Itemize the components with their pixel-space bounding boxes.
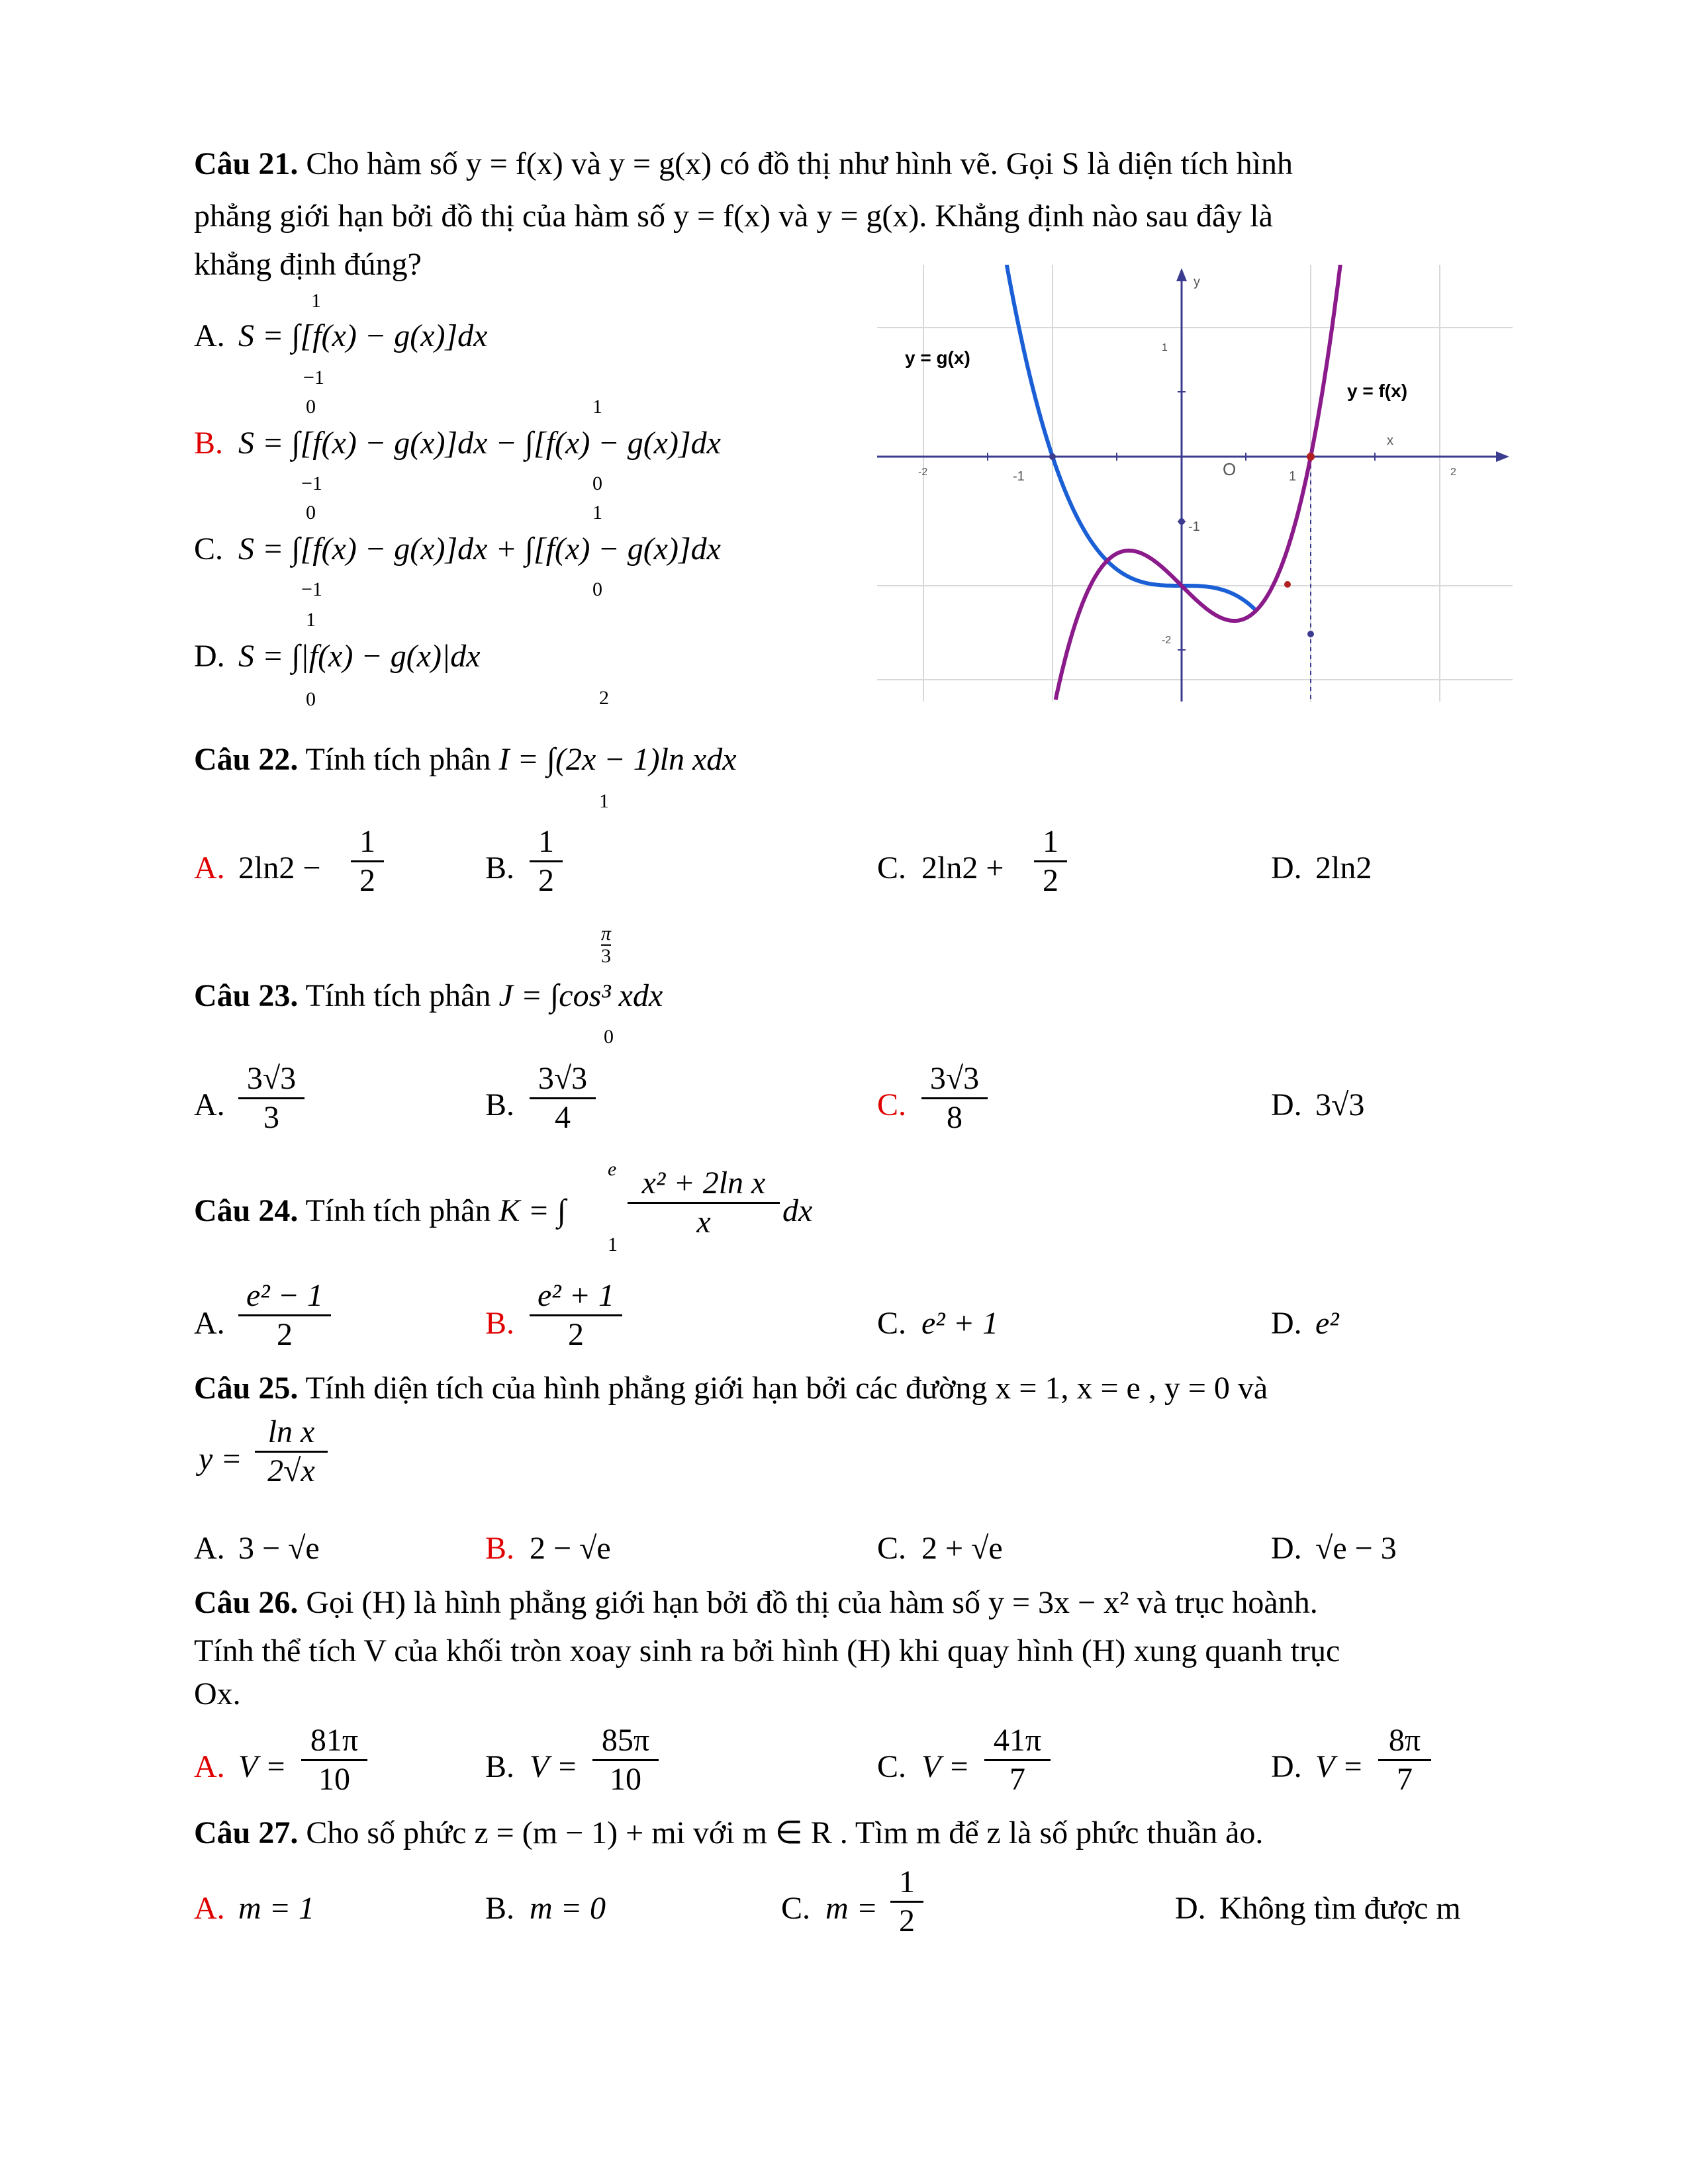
- q26-b-letter: B.: [485, 1749, 515, 1784]
- label-g: y = g(x): [905, 347, 970, 368]
- q22-c-fraction: [1034, 825, 1067, 898]
- q23-stem: [194, 976, 663, 1016]
- q21-a-expr: S = ∫[f(x) − g(x)]dx: [238, 318, 488, 353]
- q22-stem: [194, 740, 737, 780]
- q27-b-letter: B.: [485, 1891, 515, 1926]
- q23-d-letter: D.: [1271, 1087, 1302, 1122]
- q26-d-fraction: [1378, 1723, 1431, 1797]
- q22-stem-text: Tính tích phân: [305, 742, 491, 777]
- q21-b-expr: S = ∫[f(x) − g(x)]dx − ∫[f(x) − g(x)]dx: [238, 426, 721, 461]
- tick-label-y-neg2: -2: [1162, 635, 1172, 646]
- q24-b-letter: B.: [485, 1306, 515, 1341]
- tick-label-x-neg2: -2: [918, 467, 928, 478]
- q23-a-fraction: [238, 1062, 305, 1135]
- q26-a-letter: A.: [194, 1749, 225, 1784]
- q24-a-den: 2: [277, 1317, 293, 1352]
- q24-d-letter: D.: [1271, 1306, 1302, 1341]
- q25-number: Câu 25.: [194, 1371, 299, 1406]
- q23-stem-text: Tính tích phân: [305, 978, 491, 1013]
- q21-line-3: khẳng định đúng?: [194, 247, 422, 282]
- q22-a-fraction: [351, 825, 384, 898]
- point-y-neg1: [1178, 518, 1185, 525]
- q21-c-lower-2: 0: [592, 578, 602, 600]
- q24-lower: 1: [608, 1234, 618, 1255]
- q22-c-num: 1: [1043, 824, 1058, 859]
- point-x-1: [1307, 453, 1315, 461]
- q22-d-text: 2ln2: [1315, 850, 1372, 886]
- q24-c-text: e² + 1: [921, 1306, 999, 1341]
- q21-text-1: Cho hàm số y = f(x) và y = g(x) có đồ thị như hình vẽ. Gọi S là diện tích hình: [306, 146, 1293, 181]
- q24-stem: [194, 1191, 566, 1231]
- q22-c-den: 2: [1043, 863, 1058, 898]
- q24-c-letter: C.: [877, 1306, 907, 1341]
- point-intersection: [1307, 631, 1314, 637]
- q21-number: Câu 21.: [194, 146, 299, 181]
- q27-d-text: Không tìm được m: [1219, 1891, 1461, 1926]
- q25-c-letter: C.: [877, 1531, 907, 1566]
- q22-a-den: 2: [359, 863, 375, 898]
- q21-a-lower: −1: [303, 367, 324, 388]
- q21-c-upper-1: 0: [306, 502, 316, 523]
- q25-stem: [194, 1369, 1268, 1408]
- q22-a-letter: A.: [194, 850, 225, 886]
- label-axis-x: x: [1387, 433, 1393, 448]
- q23-number: Câu 23.: [194, 978, 299, 1013]
- q23-a-den: 3: [263, 1100, 279, 1135]
- q25-a-text: 3 − √e: [238, 1531, 320, 1566]
- q23-lower: 0: [604, 1026, 614, 1048]
- q24-b-num: e² + 1: [537, 1278, 615, 1313]
- q22-a-pre: 2ln2 −: [238, 850, 321, 886]
- q27-d-letter: D.: [1175, 1891, 1206, 1926]
- q26-text-1: Gọi (H) là hình phẳng giới hạn bởi đồ thị của hàm số y = 3x − x² và trục hoành.: [306, 1585, 1318, 1620]
- q21-d-upper: 1: [306, 609, 316, 631]
- label-origin: O: [1223, 459, 1237, 479]
- q25-c-text: 2 + √e: [921, 1531, 1003, 1566]
- q22-upper: 2: [599, 687, 609, 709]
- q22-c-letter: C.: [877, 850, 907, 886]
- q27-a-text: m = 1: [238, 1891, 315, 1926]
- q22-a-num: 1: [359, 824, 375, 859]
- q21-b-upper-2: 1: [592, 396, 602, 418]
- q23-b-fraction: [530, 1062, 596, 1135]
- q25-a-letter: A.: [194, 1531, 225, 1566]
- q24-stem-text: Tính tích phân: [305, 1193, 491, 1228]
- q21-a-letter: A.: [194, 318, 225, 353]
- q23-upper: [601, 923, 611, 967]
- q21-d-letter: D.: [194, 639, 225, 674]
- q25-lhs: y =: [199, 1441, 242, 1477]
- q26-b-pre: V =: [530, 1749, 578, 1784]
- label-f: y = f(x): [1347, 381, 1408, 401]
- q27-number: Câu 27.: [194, 1815, 299, 1850]
- q26-a-den: 10: [318, 1762, 350, 1797]
- q23-a-letter: A.: [194, 1087, 225, 1122]
- q25-fraction: [255, 1415, 328, 1488]
- q21-b-lower-2: 0: [592, 473, 602, 494]
- q24-lhs: K = ∫: [498, 1193, 566, 1228]
- q23-upper-num: π: [601, 923, 612, 944]
- tick-label-y-1: 1: [1162, 342, 1168, 353]
- q26-d-pre: V =: [1315, 1749, 1364, 1784]
- q23-c-num: 3√3: [929, 1061, 980, 1096]
- q21-c-lower-1: −1: [301, 578, 322, 600]
- q24-b-fraction: [530, 1279, 622, 1352]
- q24-b-den: 2: [568, 1317, 584, 1352]
- q21-line-2: phẳng giới hạn bởi đồ thị của hàm số y = f(x) và y = g(x). Khẳng định nào sau đây là: [194, 199, 1273, 234]
- q24-den: x: [696, 1205, 711, 1240]
- q27-b-text: m = 0: [530, 1891, 606, 1926]
- q24-tail: dx: [782, 1193, 813, 1228]
- q23-d-text: 3√3: [1315, 1087, 1365, 1122]
- q21-a-upper: 1: [311, 290, 321, 312]
- q26-b-den: 10: [610, 1762, 641, 1797]
- q22-number: Câu 22.: [194, 742, 299, 777]
- q25-b-text: 2 − √e: [530, 1531, 611, 1566]
- q24-fraction: [628, 1166, 780, 1240]
- label-axis-y: y: [1194, 275, 1200, 289]
- tick-label-y-neg1: -1: [1188, 520, 1200, 534]
- q26-b-fraction: [592, 1723, 659, 1797]
- q26-c-den: 7: [1009, 1762, 1025, 1797]
- q22-b-fraction: [530, 825, 563, 898]
- tick-label-x-2: 2: [1450, 467, 1456, 478]
- q23-upper-den: 3: [601, 945, 612, 967]
- q25-den: 2√x: [267, 1453, 315, 1488]
- q23-c-fraction: [921, 1062, 988, 1135]
- q23-a-num: 3√3: [246, 1061, 297, 1096]
- q22-b-letter: B.: [485, 850, 515, 886]
- function-graph: [877, 265, 1513, 702]
- q21-c-letter: C.: [194, 531, 224, 567]
- q23-b-num: 3√3: [538, 1061, 588, 1096]
- q23-c-letter: C.: [877, 1087, 907, 1122]
- q25-stem-text: Tính diện tích của hình phẳng giới hạn bởi các đường x = 1, x = e , y = 0 và: [305, 1371, 1268, 1406]
- q21-c-upper-2: 1: [592, 502, 602, 523]
- q26-line-1: [194, 1583, 1318, 1623]
- q26-d-num: 8π: [1388, 1723, 1421, 1758]
- q26-a-fraction: [301, 1723, 367, 1797]
- q24-a-fraction: [238, 1279, 331, 1352]
- q27-a-letter: A.: [194, 1891, 225, 1926]
- q24-d-text: e²: [1315, 1306, 1339, 1341]
- q26-line-2: Tính thể tích V của khối tròn xoay sinh ra bởi hình (H) khi quay hình (H) xung quanh trục: [194, 1633, 1340, 1668]
- q21-c-expr: S = ∫[f(x) − g(x)]dx + ∫[f(x) − g(x)]dx: [238, 531, 721, 567]
- q24-upper: e: [608, 1158, 617, 1180]
- q23-expr: J = ∫cos³ xdx: [498, 978, 663, 1013]
- q23-b-den: 4: [555, 1100, 571, 1135]
- q27-c-den: 2: [899, 1903, 915, 1938]
- q25-num: ln x: [267, 1414, 315, 1449]
- q22-d-letter: D.: [1271, 850, 1302, 886]
- q22-c-pre: 2ln2 +: [921, 850, 1004, 886]
- q27-c-letter: C.: [781, 1891, 811, 1926]
- q26-b-num: 85π: [601, 1723, 650, 1758]
- q24-number: Câu 24.: [194, 1193, 299, 1228]
- q27-stem: [194, 1813, 1263, 1853]
- q22-lower: 1: [599, 790, 609, 812]
- q21-b-upper-1: 0: [306, 396, 316, 418]
- tick-label-x-1: 1: [1289, 469, 1297, 484]
- q27-c-fraction: [890, 1865, 923, 1938]
- q27-c-num: 1: [899, 1864, 915, 1899]
- q26-c-fraction: [984, 1723, 1051, 1797]
- q22-b-den: 2: [538, 863, 554, 898]
- q24-a-num: e² − 1: [246, 1278, 324, 1313]
- q26-d-den: 7: [1397, 1762, 1413, 1797]
- point-x-neg1: [1049, 453, 1056, 460]
- q25-d-letter: D.: [1271, 1531, 1302, 1566]
- q26-c-pre: V =: [921, 1749, 970, 1784]
- q26-c-letter: C.: [877, 1749, 907, 1784]
- q21-b-lower-1: −1: [301, 473, 322, 494]
- q24-a-letter: A.: [194, 1306, 225, 1341]
- q23-c-den: 8: [947, 1100, 962, 1135]
- q25-d-text: √e − 3: [1315, 1531, 1397, 1566]
- q21-b-letter: B.: [194, 426, 224, 461]
- q25-b-letter: B.: [485, 1531, 515, 1566]
- q23-b-letter: B.: [485, 1087, 515, 1122]
- q21-d-expr: S = ∫|f(x) − g(x)|dx: [238, 639, 481, 674]
- q26-line-3: Ox.: [194, 1676, 241, 1711]
- q26-d-letter: D.: [1271, 1749, 1302, 1784]
- q26-a-pre: V =: [238, 1749, 287, 1784]
- q21-line-1: [194, 144, 1293, 184]
- point-f-mark: [1284, 581, 1291, 588]
- q26-a-num: 81π: [310, 1723, 359, 1758]
- tick-label-x-neg1: -1: [1013, 469, 1025, 484]
- q27-stem-text: Cho số phức z = (m − 1) + mi với m ∈ R . Tìm m để z là số phức thuần ảo.: [306, 1815, 1264, 1850]
- q27-c-pre: m =: [825, 1891, 878, 1926]
- q26-c-num: 41π: [993, 1723, 1042, 1758]
- q24-num: x² + 2ln x: [641, 1165, 766, 1201]
- q26-number: Câu 26.: [194, 1585, 299, 1620]
- q22-expr: I = ∫(2x − 1)ln xdx: [498, 742, 737, 777]
- q21-d-lower: 0: [306, 688, 316, 710]
- q22-b-num: 1: [538, 824, 554, 859]
